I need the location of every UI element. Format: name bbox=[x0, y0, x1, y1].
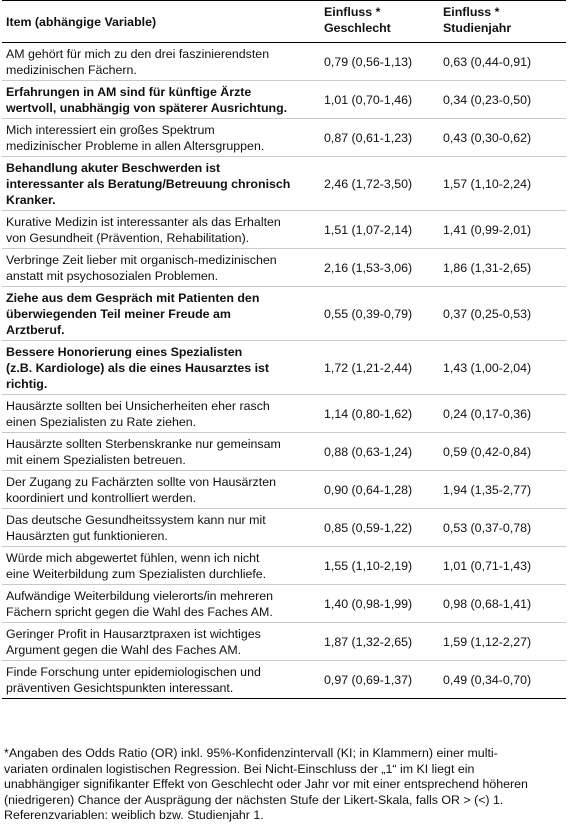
table-row bbox=[2, 433, 566, 471]
footnote: *Angaben des Odds Ratio (OR) inkl. 95%-Konfidenzintervall (KI; in Klammern) einer multi- variaten ordinalen logistischen Regression. Bei Nicht-Einschluss der „1“ im KI liegt ein unabhängiger signifikanter Effekt von Geschlecht oder Jahr vor mit einer entsprechend höheren (niedrigeren) Chance der Ausprägung der nächsten Stufe der Likert-Skala, falls OR > (<) 1. Referenzvariablen: weiblich bzw. Studienjahr 1. bbox=[4, 746, 528, 822]
row-year-odds-ratio: 0,37 (0,25-0,53) bbox=[443, 307, 532, 321]
row-item-text: Behandlung akuter Beschwerden ist interessanter als Beratung/Betreuung chronisch Kranker. bbox=[6, 161, 291, 207]
row-year-odds-ratio: 1,43 (1,00-2,04) bbox=[443, 361, 532, 375]
row-item-text: Das deutsche Gesundheitssystem kann nur mit Hausärzten gut funktionieren. bbox=[6, 513, 266, 543]
table-row bbox=[2, 211, 566, 249]
header-year-effect: Einfluss * Studienjahr bbox=[439, 1, 566, 43]
table-row bbox=[2, 623, 566, 661]
row-item-text: Finde Forschung unter epidemiologischen und präventiven Gesichtspunkten interessant. bbox=[6, 665, 261, 695]
row-year-odds-ratio: 1,94 (1,35-2,77) bbox=[443, 483, 532, 497]
table-row bbox=[2, 547, 566, 585]
row-year-odds-ratio: 1,41 (0,99-2,01) bbox=[443, 223, 532, 237]
row-year-odds-ratio: 0,53 (0,37-0,78) bbox=[443, 521, 532, 535]
table-row bbox=[2, 341, 566, 395]
row-sex-odds-ratio: 2,46 (1,72-3,50) bbox=[324, 177, 413, 191]
row-sex-odds-ratio: 1,55 (1,10-2,19) bbox=[324, 559, 413, 573]
row-item-text: Der Zugang zu Fachärzten sollte von Hausärzten koordiniert und kontrolliert werden. bbox=[6, 475, 276, 505]
row-year-odds-ratio: 0,98 (0,68-1,41) bbox=[443, 597, 532, 611]
row-item-text: Bessere Honorierung eines Spezialisten (z.B. Kardiologe) als die eines Hausarztes ist richtig. bbox=[6, 345, 270, 391]
row-item-text: Geringer Profit in Hausarztpraxen ist wichtiges Argument gegen die Wahl des Faches AM. bbox=[6, 627, 261, 657]
row-sex-odds-ratio: 1,51 (1,07-2,14) bbox=[324, 223, 413, 237]
row-year-odds-ratio: 0,24 (0,17-0,36) bbox=[443, 407, 532, 421]
row-sex-odds-ratio: 1,01 (0,70-1,46) bbox=[324, 93, 413, 107]
row-sex-odds-ratio: 2,16 (1,53-3,06) bbox=[324, 261, 413, 275]
row-year-odds-ratio: 0,43 (0,30-0,62) bbox=[443, 131, 532, 145]
row-sex-odds-ratio: 0,55 (0,39-0,79) bbox=[324, 307, 413, 321]
row-year-odds-ratio: 0,49 (0,34-0,70) bbox=[443, 673, 532, 687]
header-item: Item (abhängige Variable) bbox=[2, 1, 320, 43]
table-row bbox=[2, 661, 566, 699]
row-sex-odds-ratio: 0,85 (0,59-1,22) bbox=[324, 521, 413, 535]
table-row bbox=[2, 81, 566, 119]
table-header bbox=[2, 1, 566, 43]
row-item-text: Ziehe aus dem Gespräch mit Patienten den überwiegenden Teil meiner Freude am Arztberuf. bbox=[6, 291, 260, 337]
row-sex-odds-ratio: 1,14 (0,80-1,62) bbox=[324, 407, 413, 421]
table-row bbox=[2, 157, 566, 211]
row-item-text: AM gehört für mich zu den drei faszinierendsten medizinischen Fächern. bbox=[6, 47, 270, 77]
row-sex-odds-ratio: 1,40 (0,98-1,99) bbox=[324, 597, 413, 611]
row-year-odds-ratio: 1,57 (1,10-2,24) bbox=[443, 177, 532, 191]
row-sex-odds-ratio: 1,87 (1,32-2,65) bbox=[324, 635, 413, 649]
table-row bbox=[2, 43, 566, 81]
table-row bbox=[2, 509, 566, 547]
row-sex-odds-ratio: 1,72 (1,21-2,44) bbox=[324, 361, 413, 375]
row-item-text: Hausärzte sollten bei Unsicherheiten eher rasch einen Spezialisten zu Rate ziehen. bbox=[6, 399, 270, 429]
row-item-text: Erfahrungen in AM sind für künftige Ärzte wertvoll, unabhängig von späterer Ausrichtung. bbox=[6, 85, 288, 115]
table-row bbox=[2, 249, 566, 287]
row-item-text: Würde mich abgewertet fühlen, wenn ich nicht eine Weiterbildung zum Spezialisten durchliefe. bbox=[6, 551, 267, 581]
row-year-odds-ratio: 1,86 (1,31-2,65) bbox=[443, 261, 532, 275]
row-year-odds-ratio: 1,01 (0,71-1,43) bbox=[443, 559, 532, 573]
table-row bbox=[2, 119, 566, 157]
row-sex-odds-ratio: 0,90 (0,64-1,28) bbox=[324, 483, 413, 497]
row-item-text: Mich interessiert ein großes Spektrum medizinischer Probleme in allen Altersgruppen. bbox=[6, 123, 265, 153]
row-year-odds-ratio: 0,34 (0,23-0,50) bbox=[443, 93, 532, 107]
header-sex-effect: Einfluss * Geschlecht bbox=[320, 1, 439, 43]
row-item-text: Verbringe Zeit lieber mit organisch-medizinischen anstatt mit psychosozialen Problemen. bbox=[6, 253, 277, 283]
row-sex-odds-ratio: 0,88 (0,63-1,24) bbox=[324, 445, 413, 459]
row-item-text: Aufwändige Weiterbildung vielerorts/in mehreren Fächern spricht gegen die Wahl des Faches AM. bbox=[6, 589, 273, 619]
row-sex-odds-ratio: 0,79 (0,56-1,13) bbox=[324, 55, 413, 69]
row-sex-odds-ratio: 0,87 (0,61-1,23) bbox=[324, 131, 413, 145]
table-row bbox=[2, 471, 566, 509]
row-sex-odds-ratio: 0,97 (0,69-1,37) bbox=[324, 673, 413, 687]
table-row bbox=[2, 287, 566, 341]
row-year-odds-ratio: 0,63 (0,44-0,91) bbox=[443, 55, 532, 69]
row-item-text: Hausärzte sollten Sterbenskranke nur gemeinsam mit einem Spezialisten betreuen. bbox=[6, 437, 281, 467]
header-row bbox=[2, 1, 566, 43]
row-year-odds-ratio: 0,59 (0,42-0,84) bbox=[443, 445, 532, 459]
table-row bbox=[2, 395, 566, 433]
odds-ratio-table bbox=[2, 0, 566, 699]
row-year-odds-ratio: 1,59 (1,12-2,27) bbox=[443, 635, 532, 649]
table-row bbox=[2, 585, 566, 623]
table-body bbox=[2, 43, 566, 699]
row-item-text: Kurative Medizin ist interessanter als das Erhalten von Gesundheit (Prävention, Rehabilitation). bbox=[6, 215, 281, 245]
